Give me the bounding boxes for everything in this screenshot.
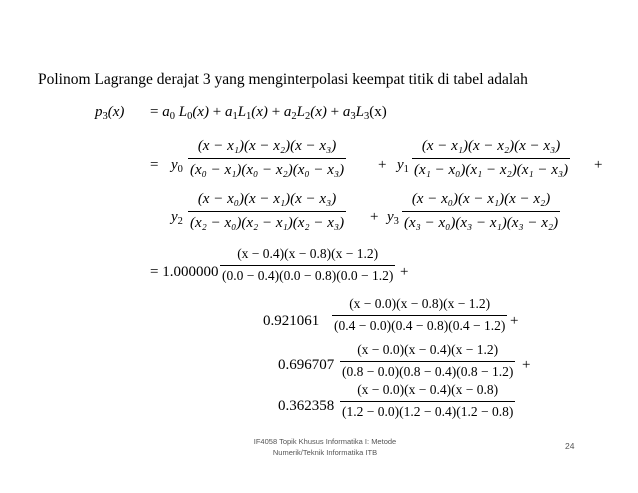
num-fraction-0 (220, 247, 395, 284)
sym-fraction-3 (402, 191, 560, 231)
coef-a3: a (342, 104, 351, 120)
fraction-bar (402, 211, 560, 212)
basis-L0: L (178, 104, 188, 120)
num-plus-2: + (522, 357, 531, 373)
lhs-p3 (95, 104, 124, 121)
basis-L0-arg: (x) (192, 104, 209, 120)
rhs-expansion (150, 104, 387, 121)
num-den-2: (0.8 − 0.0)(0.8 − 0.4)(0.8 − 1.2) (342, 363, 514, 379)
sym-y3 (387, 209, 399, 226)
coef-a3-sub: 3 (350, 111, 356, 123)
basis-L3-sub: 3 (363, 111, 370, 123)
num-coef-3: 0.362358 (278, 398, 335, 414)
fraction-bar (340, 361, 515, 362)
sym-num-2: (x − x₀)(x − x₁)(x − x₃) (197, 191, 337, 207)
num-fraction-2 (340, 343, 515, 380)
num-num-1: (x − 0.0)(x − 0.8)(x − 1.2) (349, 296, 491, 311)
fraction-bar (412, 158, 570, 159)
num-num-3: (x − 0.0)(x − 0.4)(x − 0.8) (357, 382, 499, 397)
sym-num-3: (x − x₀)(x − x₁)(x − x₂) (411, 191, 551, 207)
fraction-bar (332, 315, 507, 316)
plus-3: + (330, 104, 340, 120)
sym-y2-sub: 2 (177, 216, 183, 228)
num-num-0: (x − 0.4)(x − 0.8)(x − 1.2) (237, 246, 379, 261)
num-plus-0: + (400, 264, 409, 280)
page-number: 24 (565, 441, 575, 451)
sym-y0-letter: y (171, 157, 178, 173)
sym-y1 (397, 157, 409, 174)
coef-a2-sub: 2 (291, 111, 297, 123)
footer-line-2: Numerik/Teknik Informatika ITB (272, 447, 378, 457)
sym-eq: = (150, 157, 159, 173)
footer-text (230, 437, 420, 459)
sym-den-1: (x₁ − x₀)(x₁ − x₂)(x₁ − x₃) (414, 161, 569, 178)
coef-a1: a (224, 104, 233, 120)
basis-L0-sub: 0 (187, 111, 193, 123)
num-fraction-1 (332, 297, 507, 334)
lhs-arg: (x) (107, 104, 125, 120)
basis-L2-sub: 2 (305, 111, 311, 123)
sym-plus-1: + (378, 157, 387, 173)
fraction-bar (340, 401, 515, 402)
sym-y0 (171, 157, 183, 174)
basis-L2-arg: (x) (310, 104, 327, 120)
sym-y2 (171, 209, 183, 226)
sym-den-2: (x₂ − x₀)(x₂ − x₁)(x₂ − x₃) (190, 214, 345, 231)
sym-fraction-0 (188, 138, 346, 178)
basis-L1: L (237, 104, 247, 120)
fraction-bar (188, 211, 346, 212)
sym-num-0: (x − x₁)(x − x₂)(x − x₃) (197, 138, 337, 154)
sym-y3-sub: 3 (393, 216, 399, 228)
sym-plus-3: + (370, 209, 379, 225)
plus-1: + (212, 104, 222, 120)
num-fraction-3 (340, 383, 515, 420)
sym-fraction-1 (412, 138, 570, 178)
sym-den-0: (x₀ − x₁)(x₀ − x₂)(x₀ − x₃) (190, 161, 345, 178)
num-den-0: (0.0 − 0.4)(0.0 − 0.8)(0.0 − 1.2) (222, 267, 394, 283)
num-num-2: (x − 0.0)(x − 0.4)(x − 1.2) (357, 342, 499, 357)
num-den-3: (1.2 − 0.0)(1.2 − 0.4)(1.2 − 0.8) (342, 403, 514, 419)
plus-2: + (271, 104, 281, 120)
num-den-1: (0.4 − 0.0)(0.4 − 0.8)(0.4 − 1.2) (334, 317, 506, 333)
fraction-bar (220, 265, 395, 266)
sym-fraction-2 (188, 191, 346, 231)
fraction-bar (188, 158, 346, 159)
rhs-eq: = (150, 104, 159, 120)
basis-L3-arg: (x) (369, 104, 387, 120)
lhs-name: p (95, 104, 103, 120)
basis-L1-arg: (x) (251, 104, 268, 120)
intro-text: Polinom Lagrange derajat 3 yang menginterpolasi keempat titik di tabel adalah (38, 71, 528, 88)
lhs-sub: 3 (102, 111, 108, 123)
sym-y1-letter: y (397, 157, 404, 173)
sym-y2-letter: y (171, 209, 178, 225)
coef-a0-sub: 0 (169, 111, 175, 123)
sym-y0-sub: 0 (177, 164, 183, 176)
coef-a0: a (162, 104, 170, 120)
num-coef-2: 0.696707 (278, 357, 335, 373)
basis-L3: L (355, 104, 364, 120)
num-plus-1: + (510, 313, 519, 329)
coef-a2: a (283, 104, 292, 120)
sym-den-3: (x₃ − x₀)(x₃ − x₁)(x₃ − x₂) (404, 214, 559, 231)
basis-L1-sub: 1 (246, 111, 252, 123)
coef-a1-sub: 1 (232, 111, 238, 123)
num-coef-1: 0.921061 (263, 313, 320, 329)
sym-plus-2: + (594, 157, 603, 173)
basis-L2: L (296, 104, 305, 120)
sym-y1-sub: 1 (403, 164, 409, 176)
sym-num-1: (x − x₁)(x − x₂)(x − x₃) (421, 138, 561, 154)
sym-y3-letter: y (387, 209, 394, 225)
footer-line-1: IF4058 Topik Khusus Informatika I: Metode (253, 437, 397, 446)
num-eq-coef-0: = 1.000000 (150, 264, 219, 280)
